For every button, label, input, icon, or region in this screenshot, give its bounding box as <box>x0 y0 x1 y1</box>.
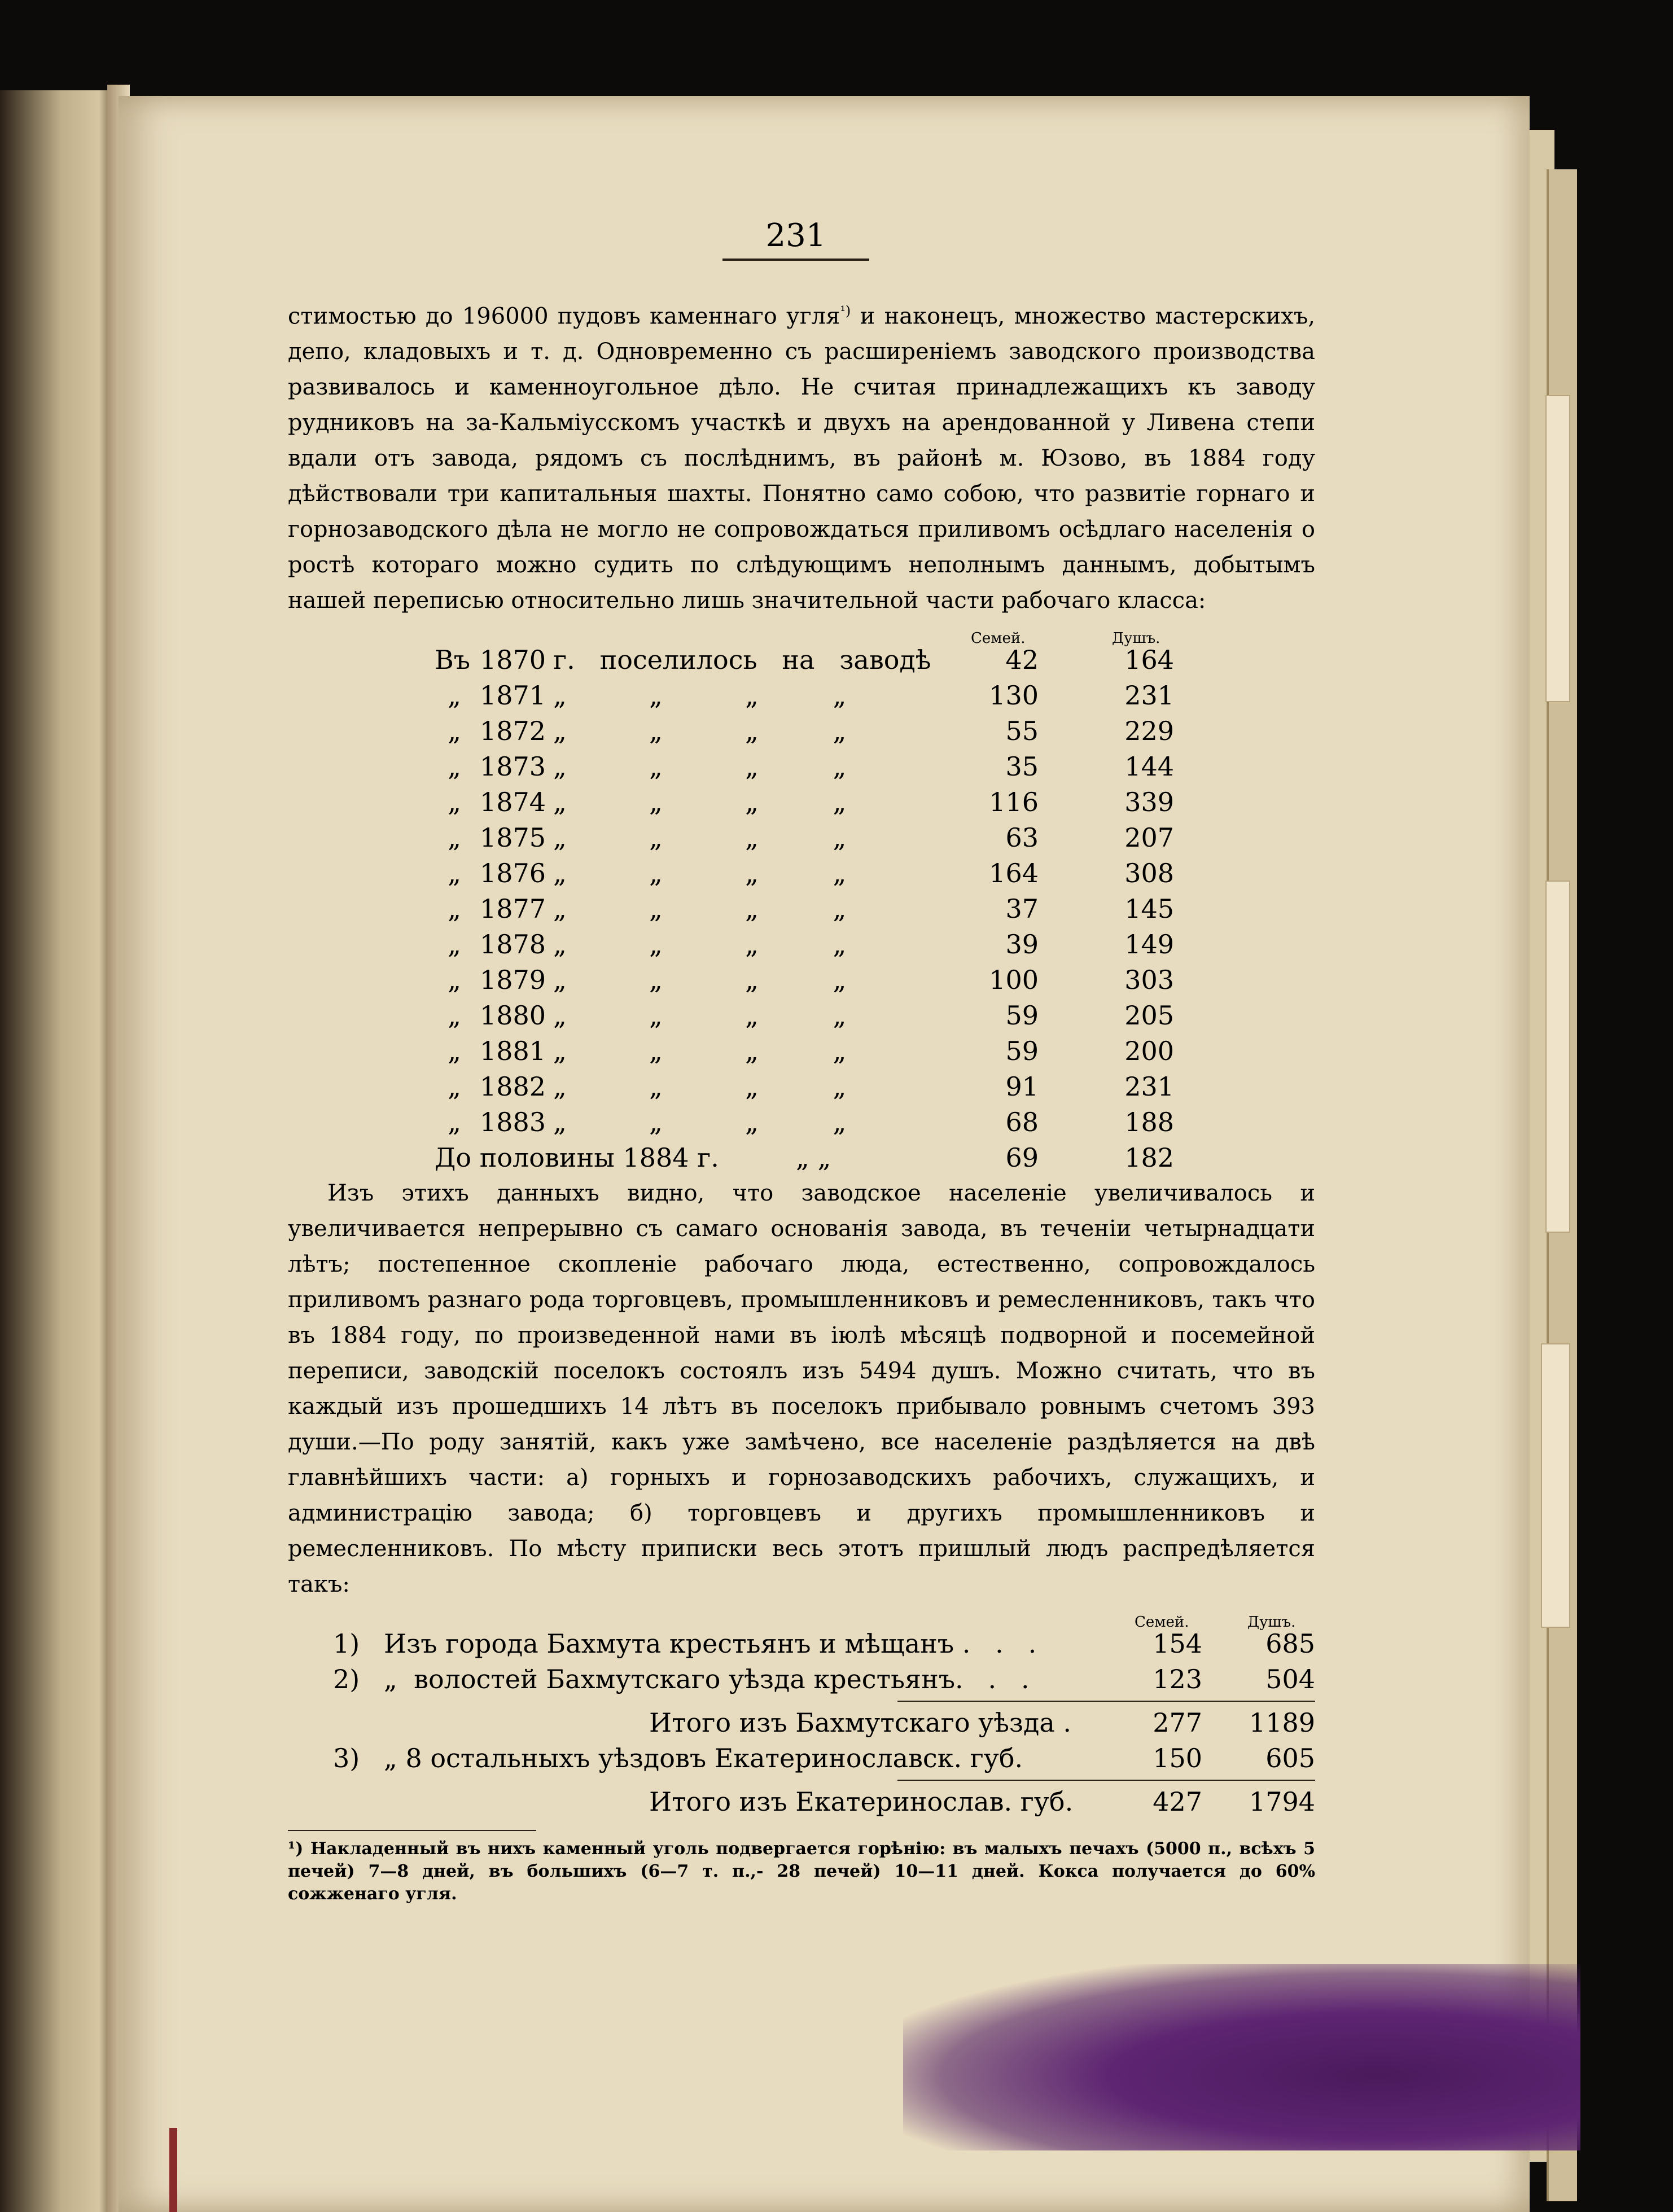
registry-num: 2) <box>333 1664 360 1695</box>
row-text: „ „ „ „ <box>553 1071 847 1102</box>
row-families: 91 <box>1005 1071 1039 1102</box>
row-souls: 200 <box>1124 1036 1174 1067</box>
row-text: „ „ „ „ <box>553 858 847 889</box>
row-families: 59 <box>1005 1000 1039 1031</box>
row-prefix: „ <box>448 893 461 925</box>
settlement-row <box>288 1069 1315 1105</box>
last-row-souls: 182 <box>1124 1142 1174 1173</box>
settlement-row <box>288 856 1315 891</box>
row-year: 1870 <box>480 645 546 676</box>
row-year: 1877 <box>480 893 546 925</box>
row3-label: „ 8 остальныхъ уѣздовъ Екатеринославск. губ. <box>384 1743 1023 1774</box>
registry-souls: 504 <box>1265 1664 1315 1695</box>
settlement-row <box>288 678 1315 713</box>
row-souls: 229 <box>1124 716 1174 747</box>
row-families: 35 <box>1005 751 1039 782</box>
row-year: 1873 <box>480 751 546 782</box>
row-prefix: „ <box>448 858 461 889</box>
subtotal-souls: 1189 <box>1249 1707 1315 1738</box>
row-year: 1874 <box>480 787 546 818</box>
registry-families: 123 <box>1153 1664 1202 1695</box>
row-families: 100 <box>989 965 1039 996</box>
row-year: 1871 <box>480 680 546 711</box>
row-families: 37 <box>1005 893 1039 925</box>
row-souls: 231 <box>1124 1071 1174 1102</box>
table2-col-families: Семей. <box>1135 1614 1189 1631</box>
row-year: 1882 <box>480 1071 546 1102</box>
row-year: 1876 <box>480 858 546 889</box>
registry-table <box>288 1626 1315 1697</box>
row-text: „ „ „ „ <box>553 680 847 711</box>
row-prefix: „ <box>448 1000 461 1031</box>
settlement-row <box>288 962 1315 998</box>
subtotal-rule <box>897 1701 1315 1702</box>
table2-col-souls: Душъ. <box>1247 1614 1296 1631</box>
registry-label: Изъ города Бахмута крестьянъ и мѣщанъ . . . <box>384 1628 1037 1659</box>
registry-label: „ волостей Бахмутскаго уѣзда крестьянъ. . . <box>384 1664 1030 1695</box>
row-text: „ „ „ „ <box>553 929 847 960</box>
row-text: „ „ „ „ <box>553 1036 847 1067</box>
settlement-row <box>288 713 1315 749</box>
paper-tab <box>1545 395 1570 702</box>
row-prefix: „ <box>448 1107 461 1138</box>
row-year: 1883 <box>480 1107 546 1138</box>
row-prefix: „ <box>448 965 461 996</box>
settlement-row <box>288 749 1315 785</box>
row-prefix: Въ <box>435 645 471 676</box>
row-year: 1872 <box>480 716 546 747</box>
table1-col-souls: Душъ. <box>1112 630 1160 647</box>
second-paragraph: Изъ этихъ данныхъ видно, что заводское населеніе увеличивалось и увеличивается непрерывно съ самаго основанія завода, въ теченіи четырнадцати лѣтъ; постепенное скопленіе рабочаго люда, естественно, сопровождалось приливомъ разнаго рода торговцевъ, промышленниковъ и ремесленниковъ, такъ что въ 1884 году, по произведенной нами въ іюлѣ мѣсяцѣ подворной и посемейной переписи, заводскій поселокъ состоялъ изъ 5494 душъ. Можно считать, что въ каждый изъ прошедшихъ 14 лѣтъ въ поселокъ прибывало ровнымъ счетомъ 393 души.—По роду занятій, какъ уже замѣчено, все населеніе раздѣляется на двѣ главнѣйшихъ части: а) горныхъ и горнозаводскихъ рабочихъ, служащихъ, и администрацію завода; б) торговцевъ и другихъ промышленниковъ и ремесленниковъ. По мѣсту приписки весь этотъ пришлый людъ распредѣляется такъ: <box>288 1180 1315 1598</box>
row-prefix: „ <box>448 787 461 818</box>
row-families: 116 <box>989 787 1039 818</box>
row-families: 39 <box>1005 929 1039 960</box>
settlement-row <box>288 891 1315 927</box>
registry-row <box>288 1662 1315 1697</box>
table1-header <box>288 619 1315 647</box>
row-text: „ „ „ „ <box>553 751 847 782</box>
row3-souls: 605 <box>1265 1743 1315 1774</box>
row-year: 1875 <box>480 822 546 853</box>
row-families: 63 <box>1005 822 1039 853</box>
ink-stain <box>903 1964 1580 2150</box>
row-souls: 231 <box>1124 680 1174 711</box>
row-families: 55 <box>1005 716 1039 747</box>
row-prefix: „ <box>448 1071 461 1102</box>
row-souls: 339 <box>1124 787 1174 818</box>
row3-num: 3) <box>333 1743 360 1774</box>
row-text: „ „ „ „ <box>553 1000 847 1031</box>
row-souls: 308 <box>1124 858 1174 889</box>
row-prefix: „ <box>448 751 461 782</box>
row-families: 164 <box>989 858 1039 889</box>
row-text: „ „ „ „ <box>553 716 847 747</box>
intro-text-a: стимостью до 196000 пудовъ каменнаго угля <box>288 303 840 330</box>
row-year: 1880 <box>480 1000 546 1031</box>
settlement-row <box>288 1105 1315 1140</box>
table1-col-families: Семей. <box>971 630 1026 647</box>
total-families: 427 <box>1153 1786 1202 1817</box>
registry-souls: 685 <box>1265 1628 1315 1659</box>
subtotal-label: Итого изъ Бахмутскаго уѣзда . <box>649 1707 1072 1738</box>
row-souls: 207 <box>1124 822 1174 853</box>
row-text: г. поселилось на заводѣ <box>553 645 931 676</box>
row-souls: 145 <box>1124 893 1174 925</box>
row-prefix: „ <box>448 822 461 853</box>
bookmark-ribbon <box>169 2128 177 2212</box>
row-text: „ „ „ „ <box>553 822 847 853</box>
row-families: 42 <box>1005 645 1039 676</box>
row-prefix: „ <box>448 929 461 960</box>
table1-last-row <box>288 1140 1315 1176</box>
row-text: „ „ „ „ <box>553 1107 847 1138</box>
settlement-row <box>288 927 1315 962</box>
paper-tab <box>1545 881 1570 1233</box>
row-souls: 188 <box>1124 1107 1174 1138</box>
row-families: 130 <box>989 680 1039 711</box>
subtotal-families: 277 <box>1153 1707 1202 1738</box>
last-row-ditto: „ „ <box>796 1142 831 1173</box>
row-text: „ „ „ „ <box>553 787 847 818</box>
last-row-label: До половины 1884 г. <box>435 1142 719 1173</box>
page-number: 231 <box>722 217 869 261</box>
footnote-rule <box>288 1830 536 1831</box>
row-prefix: „ <box>448 680 461 711</box>
row-text: „ „ „ „ <box>553 893 847 925</box>
intro-text-b: и наконецъ, множество мастерскихъ, депо, кладовыхъ и т. д. Одновременно съ расширеніемъ заводского производства развивалось и каменноугольное дѣло. Не считая принадлежащихъ къ заводу рудниковъ на за-Кальміусскомъ участкѣ и двухъ на арендованной у Ливена степи вдали отъ завода, рядомъ съ послѣднимъ, въ районѣ м. Юзово, въ 1884 году дѣйствовали три капитальныя шахты. Понятно само собою, что развитіе горнаго и горнозаводского дѣла не могло не сопровождаться приливомъ осѣдлаго населенія о ростѣ котораго можно судить по слѣдующимъ неполнымъ даннымъ, добытымъ нашей переписью относительно лишь значительной части рабочаго класса: <box>288 303 1315 614</box>
registry-families: 154 <box>1153 1628 1202 1659</box>
footnote: ¹) Накладенный въ нихъ каменный уголь подвергается горѣнію: въ малыхъ печахъ (5000 п., всѣхъ 5 печей) 7—8 дней, въ большихъ (6—7 т. п.,- 28 печей) 10—11 дней. Кокса получается до 60% сожженаго угля. <box>288 1839 1315 1904</box>
settlement-row <box>288 785 1315 820</box>
settlement-table <box>288 642 1315 1140</box>
row-souls: 303 <box>1124 965 1174 996</box>
registry-row <box>288 1626 1315 1662</box>
subtotal-row <box>288 1705 1315 1741</box>
row3-families: 150 <box>1153 1743 1202 1774</box>
row-text: „ „ „ „ <box>553 965 847 996</box>
row-souls: 144 <box>1124 751 1174 782</box>
page-body <box>288 294 1315 1922</box>
total-rule <box>897 1780 1315 1781</box>
last-row-families: 69 <box>1005 1142 1039 1173</box>
paper-tab <box>1541 1343 1570 1628</box>
total-label: Итого изъ Екатеринослав. губ. <box>649 1786 1074 1817</box>
row-souls: 149 <box>1124 929 1174 960</box>
total-souls: 1794 <box>1249 1786 1315 1817</box>
row-year: 1878 <box>480 929 546 960</box>
row-families: 68 <box>1005 1107 1039 1138</box>
registry-num: 1) <box>333 1628 360 1659</box>
intro-paragraph <box>288 294 1315 619</box>
row-souls: 164 <box>1124 645 1174 676</box>
table2-row3 <box>288 1741 1315 1776</box>
row-year: 1879 <box>480 965 546 996</box>
settlement-row <box>288 998 1315 1033</box>
row-souls: 205 <box>1124 1000 1174 1031</box>
footnote-marker: ¹) <box>840 303 851 319</box>
subtotal-rule-row <box>288 1697 1315 1705</box>
settlement-row <box>288 820 1315 856</box>
settlement-row <box>288 642 1315 678</box>
left-page-edge <box>0 90 110 2212</box>
total-row <box>288 1784 1315 1820</box>
row-prefix: „ <box>448 1036 461 1067</box>
row-families: 59 <box>1005 1036 1039 1067</box>
row-prefix: „ <box>448 716 461 747</box>
settlement-row <box>288 1033 1315 1069</box>
table2-header <box>288 1602 1315 1631</box>
total-rule-row <box>288 1776 1315 1784</box>
row-year: 1881 <box>480 1036 546 1067</box>
